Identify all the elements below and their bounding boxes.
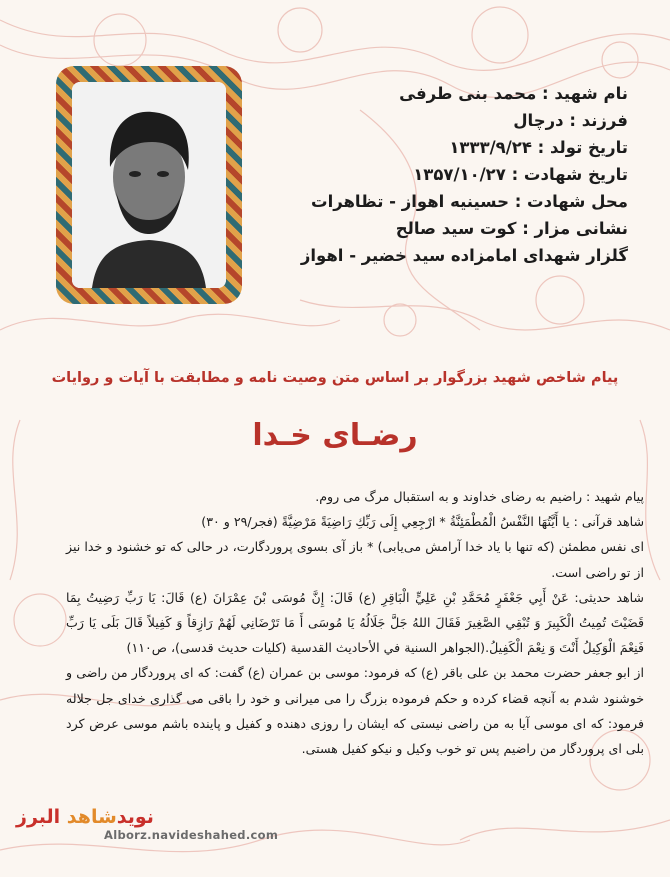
- hadith-witness: شاهد حدیثی: عَنْ أَبِي جَعْفَرٍ مُحَمَّدِ بْنِ عَلِيٍّ الْبَاقِرِ (ع) قَالَ: إِنَّ مُوسَى بْنَ عِمْرَانَ (ع) قَالَ: يَا رَبِّ رَضِيتُ بِمَا قَضَيْتَ تُمِيتُ الْكَبِيرَ وَ تُبْقِي الصَّغِيرَ فَقَالَ اللهُ جَلَّ جَلَالُهُ يَا مُوسَى أَ مَا تَرْضَانِي لَهُمْ رَازِقاً وَ كَفِيلاً قَالَ بَلَى يَا رَبِّ فَنِعْمَ الْوَكِيلُ أَنْتَ وَ نِعْمَ الْكَفِيلُ.(الجواهر السنية في الأحاديث القدسية (کلیات حدیث قدسی)، ص۱۱۰): [66, 589, 644, 656]
- martyr-info: [300, 80, 628, 269]
- martyr-message: پیام شهید : راضیم به رضای خداوند و به استقبال مرگ می روم.: [315, 489, 644, 504]
- message-title: پیام شاخص شهید بزرگوار بر اساس متن وصیت نامه و مطابقت با آیات و روایات: [51, 370, 619, 386]
- logo-part-alborz: البرز: [16, 806, 61, 828]
- cemetery: گلزار شهدای امامزاده سید خضیر - اهواز: [300, 246, 628, 265]
- main-title: رضـای خـدا: [252, 418, 418, 453]
- martyr-photo-frame: [56, 66, 242, 304]
- hadith-translation: از ابو جعفر حضرت محمد بن علی باقر (ع) که فرمود: موسی بن عمران (ع) گفت: که ای پروردگار من راضی و خوشنود شدم به آنچه قضاء کرده و حکم فرموده بزرگ را می میرانی و خود را باقی می گذاری خدای جل جلاله فرمود: که ای موسی آیا به من راضی نیستی که ایشان را روزی دهنده و کفیل و پاینده باشم موسی عرض کرد بلی ای پروردگار من راضیم پس تو خوب وکیل و نیکو کفیل هستی.: [66, 665, 644, 757]
- martyr-father: فرزند : درچال: [513, 111, 628, 130]
- navideshahed-logo: [16, 806, 154, 828]
- portrait-image: [72, 82, 226, 288]
- body-text: [66, 484, 644, 761]
- martyrdom-place: محل شهادت : حسینیه اهواز - تظاهرات: [310, 192, 628, 211]
- logo-part-shahed: شاهد: [66, 806, 117, 828]
- quran-witness: شاهد قرآنی : يا أَيَّتُهَا النَّفْسُ الْمُطْمَئِنَّةُ * ارْجِعِي إِلَى رَبِّكِ رَاضِيَةً مَرْضِيَّةً (فجر/۲۹ و ۳۰): [201, 514, 644, 530]
- martyrdom-date: تاریخ شهادت : ۱۳۵۷/۱۰/۲۷: [413, 165, 628, 184]
- martyr-name: نام شهید : محمد بنی طرفی: [399, 84, 628, 103]
- martyr-photo: [72, 82, 226, 288]
- quran-translation: ای نفس مطمئن (که تنها با یاد خدا آرامش می‌یابی) * باز آی بسوی پروردگارت، در حالی که تو خشنود و خدا نیز از تو راضی است.: [66, 539, 644, 580]
- grave-address: نشانی مزار : کوت سید صالح: [395, 219, 628, 238]
- logo-part-navid: نوید: [116, 806, 154, 828]
- birth-date: تاریخ تولد : ۱۳۳۳/۹/۲۴: [449, 138, 628, 157]
- site-url: Alborz.navideshahed.com: [104, 828, 279, 842]
